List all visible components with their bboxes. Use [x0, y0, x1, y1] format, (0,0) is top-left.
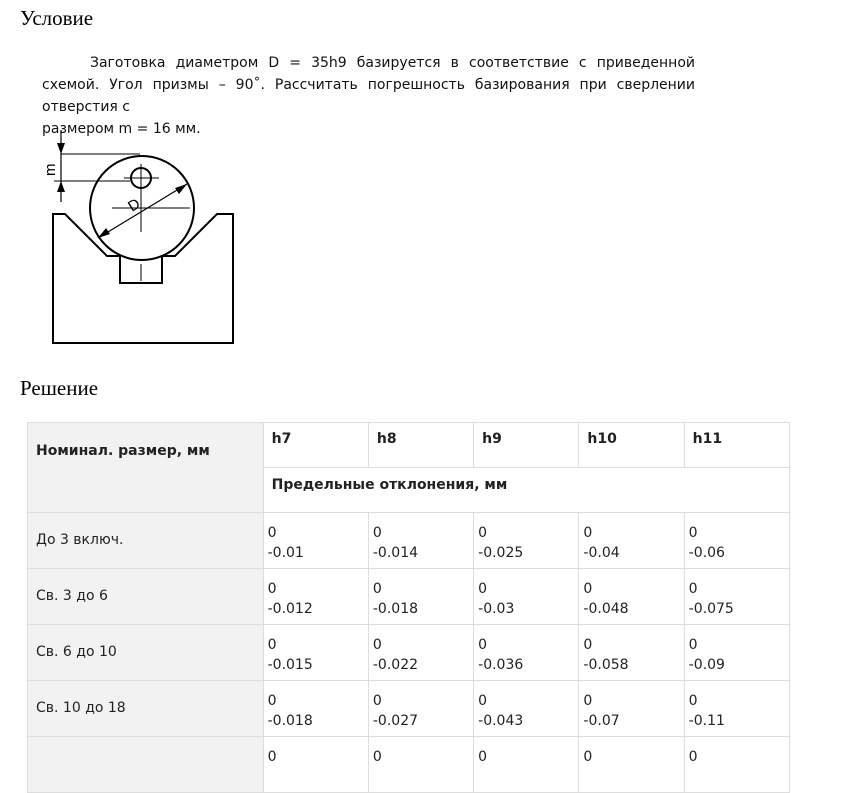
upper-deviation: 0 — [583, 581, 593, 597]
lower-deviation: -0.018 — [372, 601, 419, 617]
grade-header-h10: h10 — [579, 423, 684, 468]
table-row — [28, 569, 790, 625]
lower-deviation: -0.07 — [583, 713, 620, 729]
deviation-cell — [368, 513, 473, 569]
upper-deviation: 0 — [267, 637, 277, 653]
lower-deviation: -0.043 — [478, 713, 524, 729]
upper-deviation: 0 — [372, 637, 382, 653]
deviation-cell — [474, 681, 579, 737]
upper-deviation: 0 — [372, 749, 382, 765]
upper-deviation: 0 — [267, 525, 277, 541]
lower-deviation: -0.01 — [267, 545, 304, 561]
upper-deviation: 0 — [372, 525, 382, 541]
upper-deviation: 0 — [267, 749, 277, 765]
upper-deviation: 0 — [583, 525, 593, 541]
grade-header-h11: h11 — [684, 423, 789, 468]
deviation-cell — [684, 513, 789, 569]
deviation-cell — [263, 513, 368, 569]
size-range-cell: Св. 6 до 10 — [28, 625, 264, 681]
lower-deviation: -0.075 — [688, 601, 734, 617]
upper-deviation: 0 — [583, 749, 593, 765]
diameter-line — [98, 184, 187, 238]
basing-scheme-diagram — [40, 124, 240, 349]
size-range-cell: Св. 10 до 18 — [28, 681, 264, 737]
table-row — [28, 737, 790, 793]
deviation-cell — [579, 569, 684, 625]
upper-deviation: 0 — [478, 637, 488, 653]
deviation-cell — [368, 737, 473, 793]
lower-deviation: -0.11 — [688, 713, 725, 729]
lower-deviation: -0.036 — [478, 657, 524, 673]
deviation-cell — [474, 513, 579, 569]
upper-deviation: 0 — [688, 581, 698, 597]
upper-deviation: 0 — [478, 749, 488, 765]
deviation-cell — [579, 513, 684, 569]
tolerance-table — [27, 422, 790, 793]
problem-line-3: размером m = 16 мм. — [42, 121, 201, 137]
problem-line-2: Угол призмы – 90˚. Рассчитать погрешность базирования при сверлении отверстия с — [42, 77, 696, 115]
upper-deviation: 0 — [478, 581, 488, 597]
deviation-cell — [579, 625, 684, 681]
deviation-cell — [368, 625, 473, 681]
deviation-cell — [263, 681, 368, 737]
size-range-cell: Св. 3 до 6 — [28, 569, 264, 625]
tolerance-table-wrapper — [27, 422, 790, 765]
lower-deviation: -0.027 — [372, 713, 419, 729]
table-row — [28, 513, 790, 569]
deviation-cell — [263, 569, 368, 625]
deviation-cell — [368, 569, 473, 625]
upper-deviation: 0 — [688, 637, 698, 653]
deviation-cell — [368, 681, 473, 737]
lower-deviation: -0.048 — [583, 601, 629, 617]
lower-deviation: -0.018 — [267, 713, 313, 729]
deviation-cell — [579, 737, 684, 793]
grade-header-h9: h9 — [474, 423, 579, 468]
table-row — [28, 625, 790, 681]
size-range-cell: До 3 включ. — [28, 513, 264, 569]
upper-deviation: 0 — [688, 749, 698, 765]
solution-heading: Решение — [20, 376, 99, 400]
upper-deviation: 0 — [478, 525, 488, 541]
deviation-cell — [684, 737, 789, 793]
deviation-cell — [684, 625, 789, 681]
lower-deviation: -0.09 — [688, 657, 725, 673]
lower-deviation: -0.025 — [478, 545, 524, 561]
dimension-m-label: m — [42, 163, 59, 176]
grade-header-h8: h8 — [368, 423, 473, 468]
diameter-label: D — [125, 195, 144, 216]
problem-line-1: Заготовка диаметром D = 35h9 базируется в соответствие с приведенной схемой. — [42, 55, 695, 93]
upper-deviation: 0 — [583, 637, 593, 653]
upper-deviation: 0 — [688, 693, 698, 709]
lower-deviation: -0.015 — [267, 657, 313, 673]
lower-deviation: -0.058 — [583, 657, 629, 673]
prism-outline — [53, 214, 233, 343]
size-column-header: Номинал. размер, мм — [28, 423, 264, 513]
deviations-subheader: Предельные отклонения, мм — [263, 468, 789, 513]
lower-deviation: -0.022 — [372, 657, 419, 673]
deviation-cell — [474, 569, 579, 625]
lower-deviation: -0.03 — [478, 601, 515, 617]
lower-deviation: -0.012 — [267, 601, 313, 617]
upper-deviation: 0 — [583, 693, 593, 709]
deviation-cell — [474, 737, 579, 793]
deviation-cell — [263, 737, 368, 793]
deviation-cell — [263, 625, 368, 681]
deviation-cell — [684, 681, 789, 737]
upper-deviation: 0 — [267, 693, 277, 709]
lower-deviation: -0.014 — [372, 545, 419, 561]
deviation-cell — [579, 681, 684, 737]
lower-deviation: -0.04 — [583, 545, 620, 561]
condition-heading: Условие — [20, 6, 94, 30]
upper-deviation: 0 — [372, 693, 382, 709]
upper-deviation: 0 — [372, 581, 382, 597]
tolerance-table-body — [28, 513, 790, 793]
upper-deviation: 0 — [478, 693, 488, 709]
grade-header-h7: h7 — [263, 423, 368, 468]
upper-deviation: 0 — [267, 581, 277, 597]
size-range-cell — [28, 737, 264, 793]
upper-deviation: 0 — [688, 525, 698, 541]
lower-deviation: -0.06 — [688, 545, 725, 561]
deviation-cell — [474, 625, 579, 681]
deviation-cell — [684, 569, 789, 625]
table-row — [28, 681, 790, 737]
